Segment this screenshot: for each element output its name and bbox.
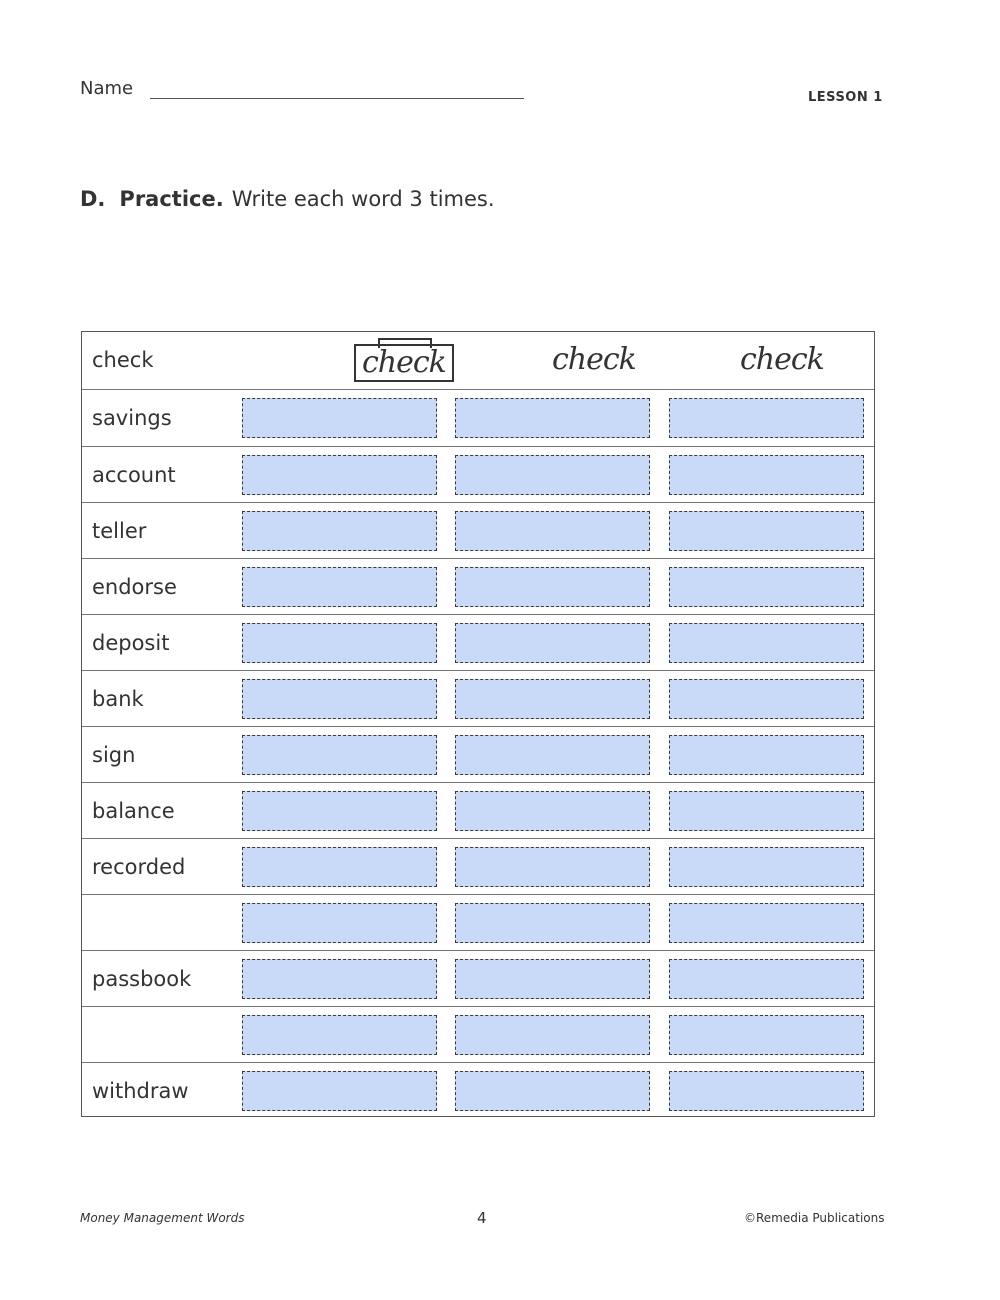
instruction: [80, 187, 495, 211]
footer-copyright: ©Remedia Publications: [744, 1211, 885, 1225]
practice-word: endorse: [92, 575, 177, 599]
practice-word: account: [92, 463, 176, 487]
practice-word: withdraw: [92, 1079, 189, 1103]
practice-row: [82, 894, 874, 950]
write-box[interactable]: [242, 567, 437, 607]
write-box[interactable]: [242, 847, 437, 887]
write-box[interactable]: [242, 735, 437, 775]
practice-word: balance: [92, 799, 175, 823]
write-box[interactable]: [455, 511, 650, 551]
write-box[interactable]: [455, 398, 650, 438]
practice-row: [82, 726, 874, 782]
model-sample-boxed: check: [354, 344, 454, 382]
write-box[interactable]: [242, 791, 437, 831]
practice-row: [82, 502, 874, 558]
section-letter: D.: [80, 187, 106, 211]
write-box[interactable]: [669, 455, 864, 495]
write-box[interactable]: [242, 1015, 437, 1055]
write-box[interactable]: [669, 735, 864, 775]
write-box[interactable]: [455, 455, 650, 495]
write-box[interactable]: [455, 1015, 650, 1055]
practice-word: sign: [92, 743, 136, 767]
practice-row: [82, 1062, 874, 1118]
write-box[interactable]: [455, 567, 650, 607]
write-box[interactable]: [669, 847, 864, 887]
practice-table: [81, 331, 875, 1117]
practice-word: passbook: [92, 967, 192, 991]
footer-page-number: 4: [477, 1209, 487, 1227]
model-sample-script: check: [552, 342, 636, 377]
model-row: [82, 332, 874, 389]
practice-row: [82, 782, 874, 838]
write-box[interactable]: [669, 511, 864, 551]
write-box[interactable]: [455, 791, 650, 831]
write-box[interactable]: [669, 679, 864, 719]
write-box[interactable]: [242, 511, 437, 551]
write-box[interactable]: [242, 1071, 437, 1111]
write-box[interactable]: [455, 623, 650, 663]
write-box[interactable]: [242, 398, 437, 438]
write-box[interactable]: [669, 623, 864, 663]
name-write-line[interactable]: [150, 98, 524, 99]
practice-row: [82, 614, 874, 670]
practice-row: [82, 558, 874, 614]
write-box[interactable]: [455, 679, 650, 719]
write-box[interactable]: [455, 847, 650, 887]
model-word: check: [92, 348, 154, 372]
model-sample-script: check: [740, 342, 824, 377]
write-box[interactable]: [455, 1071, 650, 1111]
practice-row: [82, 1006, 874, 1062]
write-box[interactable]: [242, 903, 437, 943]
write-box[interactable]: [455, 959, 650, 999]
write-box[interactable]: [242, 623, 437, 663]
write-box[interactable]: [669, 903, 864, 943]
practice-word: bank: [92, 687, 144, 711]
practice-row: [82, 950, 874, 1006]
practice-word: savings: [92, 406, 172, 430]
write-box[interactable]: [669, 398, 864, 438]
name-label: Name: [80, 78, 134, 99]
write-box[interactable]: [242, 959, 437, 999]
practice-row: [82, 838, 874, 894]
instruction-text: Write each word 3 times.: [231, 187, 495, 211]
write-box[interactable]: [669, 959, 864, 999]
practice-word: recorded: [92, 855, 186, 879]
write-box[interactable]: [242, 679, 437, 719]
practice-word: deposit: [92, 631, 170, 655]
write-box[interactable]: [455, 735, 650, 775]
write-box[interactable]: [242, 455, 437, 495]
write-box[interactable]: [669, 791, 864, 831]
practice-row: [82, 446, 874, 502]
footer-book-title: Money Management Words: [80, 1211, 245, 1225]
practice-row: [82, 389, 874, 445]
write-box[interactable]: [669, 567, 864, 607]
write-box[interactable]: [669, 1071, 864, 1111]
practice-row: [82, 670, 874, 726]
lesson-label: LESSON 1: [808, 90, 883, 105]
write-box[interactable]: [455, 903, 650, 943]
section-heading: Practice.: [119, 187, 224, 211]
write-box[interactable]: [669, 1015, 864, 1055]
practice-word: teller: [92, 519, 147, 543]
